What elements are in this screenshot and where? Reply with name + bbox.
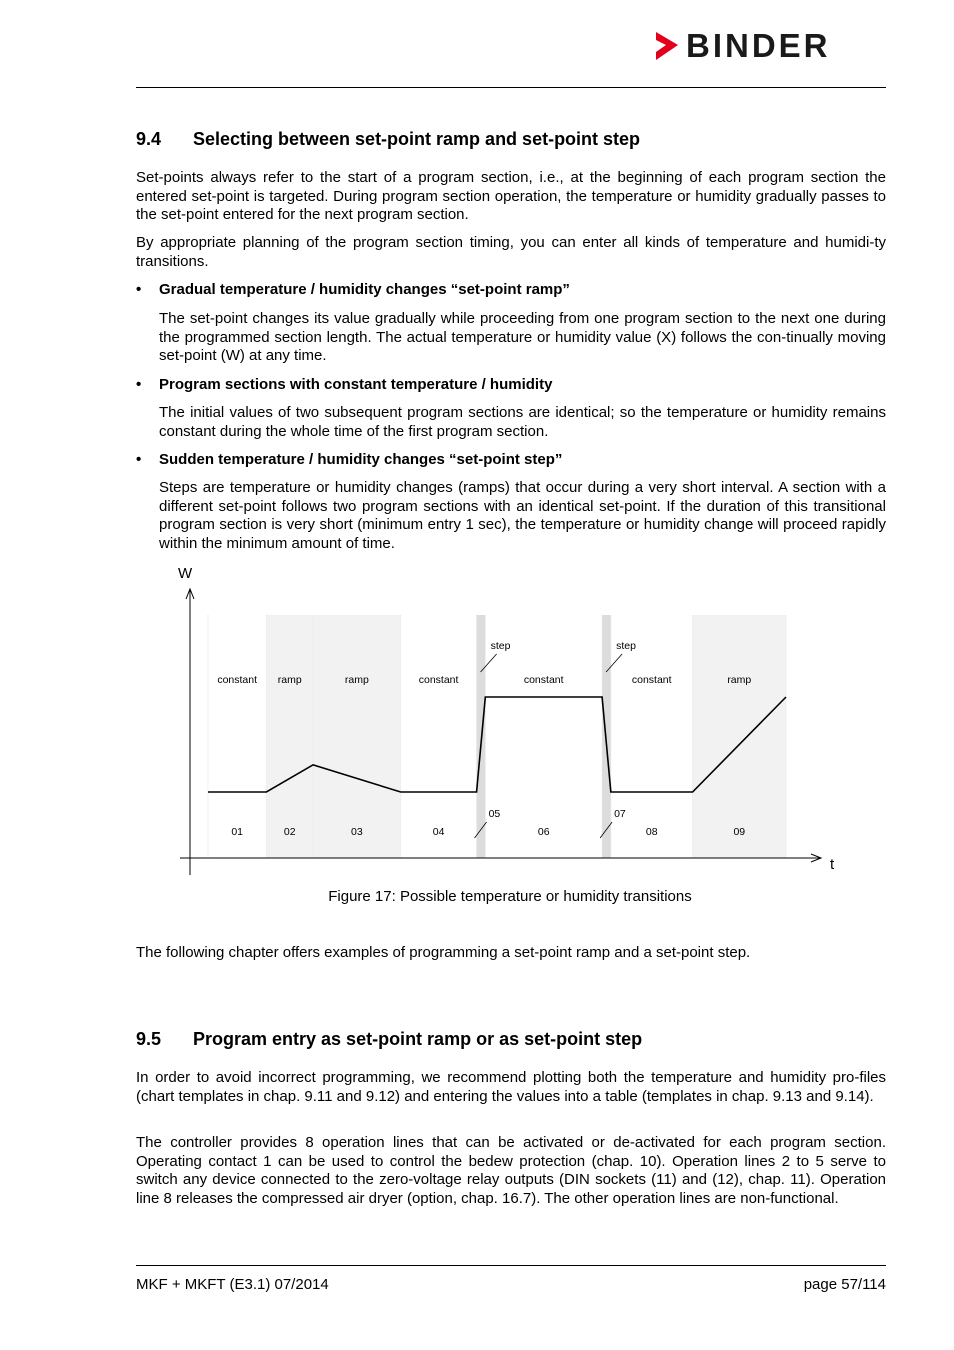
bullet-heading: • Gradual temperature / humidity changes “set-point ramp” [136,281,570,298]
step-annotation-label: step [616,640,636,652]
section-number: 9.5 [136,1029,162,1049]
section-title: Program entry as set-point ramp or as set-point step [193,1029,643,1049]
footer-doc-id: MKF + MKFT (E3.1) 07/2014 [136,1276,329,1293]
section-label-08: constant [631,674,672,686]
section-id-07: 07 [614,808,626,820]
section-id-08: 08 [645,826,658,838]
bullet-heading: • Sudden temperature / humidity changes “set-point step” [136,451,563,468]
bullet-text: The set-point changes its value gradually while proceeding from one program section to the next one during the programmed section length. The actual temperature or humidity value (X) follows the con-tinually moving set-point (W) at any time. [159,310,886,364]
section-label-06: constant [523,674,564,686]
paragraph: By appropriate planning of the program section timing, you can enter all kinds of temperature and humidi-ty transitions. [136,234,886,270]
section-id-09: 09 [733,826,746,838]
section-id-06: 06 [537,826,550,838]
section-band-03 [313,615,401,858]
section-band-02 [266,615,313,858]
footer-page-number: page 57/114 [803,1276,886,1293]
section-heading-9-5 [136,1029,642,1050]
section-id-04: 04 [432,826,445,838]
figure-caption: Figure 17: Possible temperature or humidity transitions [328,888,692,905]
section-label-04: constant [418,674,459,686]
footer-rule [136,1265,886,1266]
y-axis-label: W [178,565,193,582]
section-band-09 [693,615,786,858]
section-title: Selecting between set-point ramp and set-point step [193,129,641,149]
step-annotation-label: step [490,640,511,652]
bullet-text: Steps are temperature or humidity changes (ramps) that occur during a very short interval. A section with a different set-point follows two program sections with an identical set-point. If the duration of this transitional program section is very short (minimum entry 1 sec), the temperature or humidity change will proceed rapidly within the minimum amount of time. [159,479,886,552]
section-id-05: 05 [488,808,501,820]
x-axis-label: t [830,856,835,873]
paragraph: In order to avoid incorrect programming, we recommend plotting both the temperature and humidity pro-files (chart templates in chap. 9.11 and 9.12) and entering the values into a table (templates in chap. 9.13 and 9.14). [136,1069,886,1105]
section-number: 9.4 [136,129,162,149]
paragraph: Set-points always refer to the start of a program section, i.e., at the beginning of each program section the entered set-point is targeted. During program section operation, the temperature or humidity gradually passes to the set-point entered for the next program section. [136,169,886,223]
section-label-02: ramp [277,674,302,686]
section-id-02: 02 [283,826,296,838]
bullet-heading: • Program sections with constant temperature / humidity [136,376,553,393]
brand-name: BINDER [686,27,831,64]
section-id-01: 01 [231,826,244,838]
section-label-03: ramp [344,674,369,686]
section-label-01: constant [217,674,258,686]
paragraph: The controller provides 8 operation lines that can be activated or de-activated for each program section. Operating contact 1 can be used to control the bedew protection (chap. 10). Operation lines 2 to 5 serve to switch any device connected to the zero-voltage relay outputs (DIN sockets (11) and (12), chap. 11). Operation line 8 releases the compressed air dryer (option, chap. 16.7). The other operation lines are non-functional. [136,1134,886,1207]
paragraph: The following chapter offers examples of programming a set-point ramp and a set-point step. [136,944,751,961]
section-label-09: ramp [727,674,752,686]
section-id-03: 03 [351,826,363,838]
bullet-text: The initial values of two subsequent program sections are identical; so the temperature or humidity remains constant during the whole time of the first program section. [159,404,886,440]
